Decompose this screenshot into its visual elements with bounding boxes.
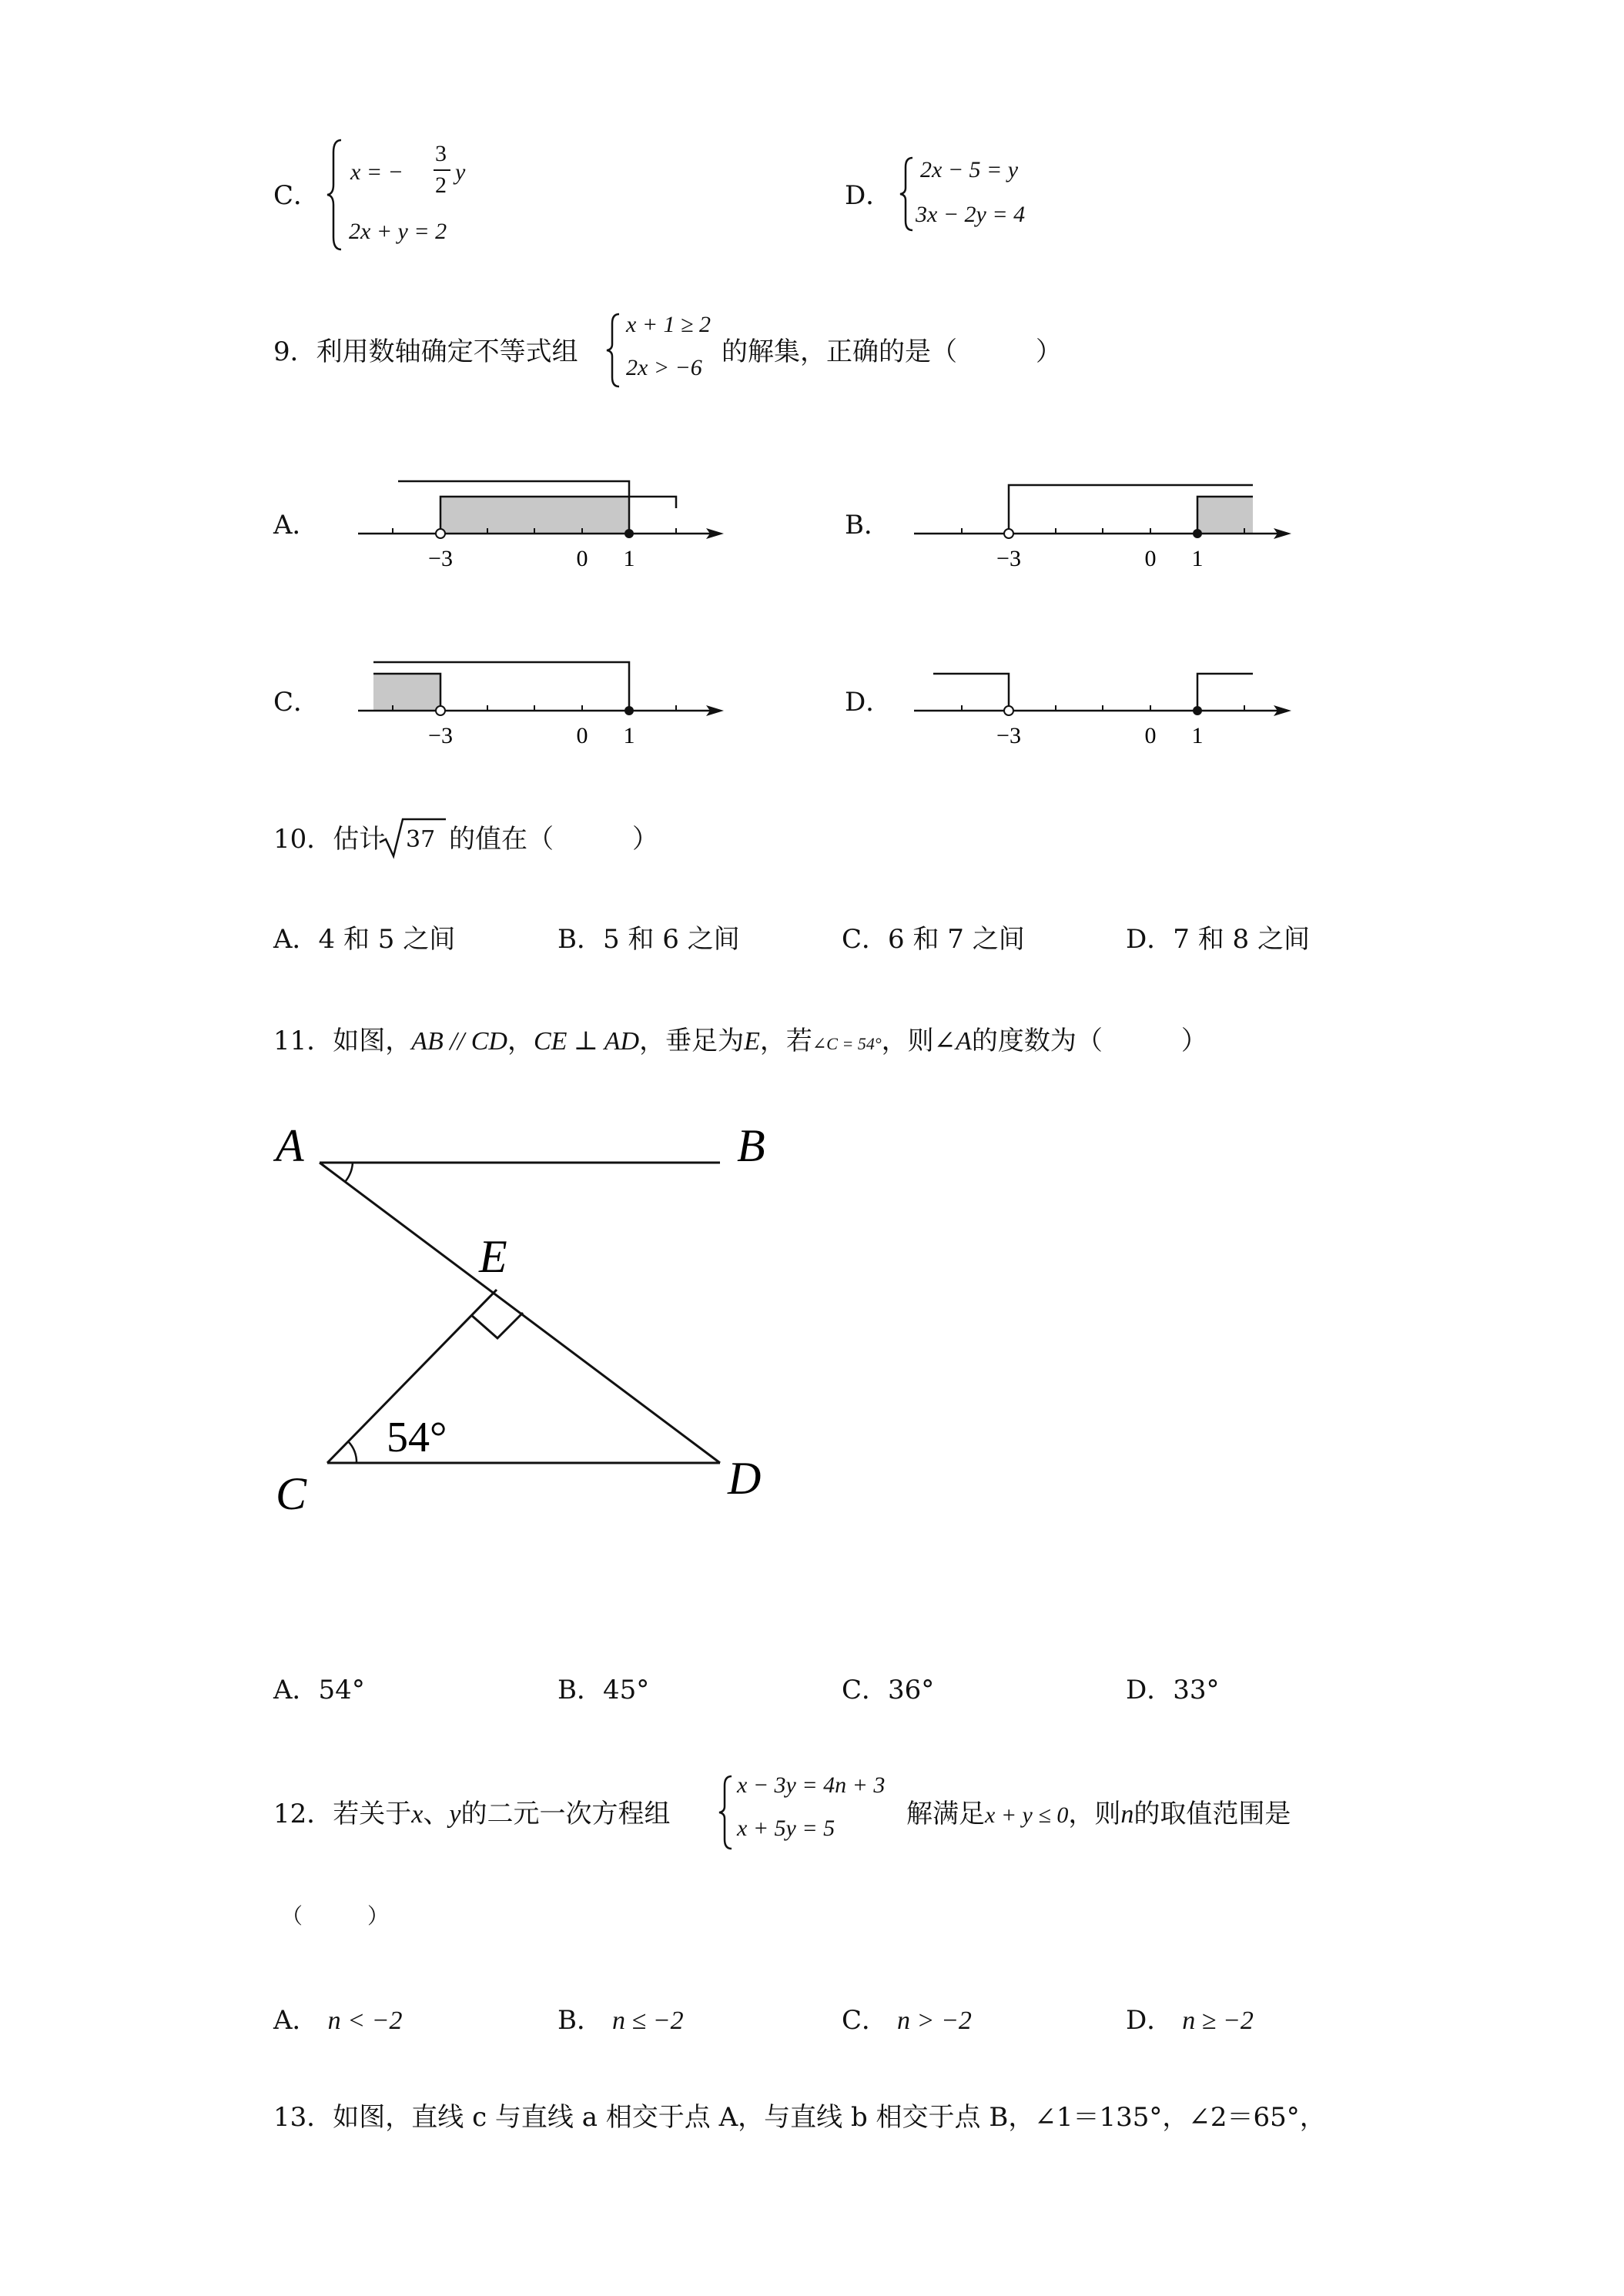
equation-line-2: 2x + y = 2	[349, 219, 447, 244]
tick-label-1: 1	[1191, 723, 1204, 748]
q12-option-a[interactable]: A． n < −2	[273, 2005, 403, 2036]
option-label: B．	[845, 510, 890, 541]
q11-cond-angle: ∠C = 54°	[812, 1034, 882, 1053]
q11-option-d[interactable]: D．33°	[1126, 1675, 1220, 1705]
q12-option-c[interactable]: C． n > −2	[842, 2005, 972, 2036]
q10-prefix: 10．估计	[273, 824, 386, 855]
q11-figure	[262, 1101, 801, 1532]
tick-label-minus-3: −3	[428, 723, 453, 748]
q12-option-b[interactable]: B． n ≤ −2	[558, 2005, 684, 2036]
question-9	[273, 304, 1428, 397]
q10-option-c[interactable]: C．6 和 7 之间	[842, 924, 1025, 955]
q8-option-d[interactable]	[845, 152, 1153, 237]
q9-suffix: 的解集，正确的是（ ）	[722, 336, 1062, 367]
q11-cond-perpendicular: CE ⊥ AD	[533, 1027, 640, 1056]
brace	[606, 312, 621, 389]
tick-label-minus-3: −3	[428, 546, 453, 571]
inequality-2: 2x > −6	[626, 355, 702, 380]
equation-1: x − 3y = 4n + 3	[737, 1772, 886, 1798]
angle-label: 54°	[387, 1414, 447, 1461]
label-d: D	[728, 1453, 762, 1504]
q11-option-a[interactable]: A．54°	[273, 1675, 365, 1705]
q9-option-a[interactable]	[273, 470, 735, 577]
option-label: A．	[273, 510, 319, 541]
tick-label-0: 0	[576, 546, 588, 571]
tick-label-1: 1	[1191, 546, 1204, 571]
q12-option-d[interactable]: D． n ≥ −2	[1126, 2005, 1254, 2036]
number-line	[335, 647, 735, 755]
brace	[899, 156, 916, 233]
tick-label-1: 1	[623, 546, 635, 571]
q11-cond-parallel: AB // CD	[411, 1027, 507, 1056]
label-c: C	[276, 1468, 307, 1519]
tick-label-minus-3: −3	[996, 723, 1021, 748]
brace	[326, 137, 344, 253]
number-line	[902, 647, 1303, 755]
question-13: 13．如图，直线 c 与直线 a 相交于点 A，与直线 b 相交于点 B，∠1＝135°，∠2＝65°，	[273, 2102, 1326, 2133]
label-b: B	[737, 1120, 765, 1171]
inequality-1: x + 1 ≥ 2	[626, 312, 712, 337]
q11-option-b[interactable]: B．45°	[558, 1675, 650, 1705]
question-11: 11．如图，AB // CD，CE ⊥ AD，垂足为E，若∠C = 54°，则∠A的度数为（ ）	[273, 1026, 1207, 1056]
option-label: D．	[845, 687, 892, 718]
q10-option-d[interactable]: D．7 和 8 之间	[1126, 924, 1310, 955]
tick-label-0: 0	[1144, 723, 1157, 748]
equation-line-2: 3x − 2y = 4	[916, 202, 1026, 227]
q9-prefix: 9．利用数轴确定不等式组	[273, 336, 578, 367]
q9-option-d[interactable]	[845, 647, 1307, 755]
tick-label-minus-3: −3	[996, 546, 1021, 571]
question-12: 12．若关于x、y的二元一次方程组 x − 3y = 4n + 3 x + 5y = 5 解满足x + y ≤ 0，则n的取值范围是	[273, 1763, 1475, 1856]
tick-label-0: 0	[1144, 546, 1157, 571]
q10-option-a[interactable]: A．4 和 5 之间	[273, 924, 456, 955]
number-line	[335, 470, 735, 577]
q9-option-b[interactable]	[845, 470, 1307, 577]
tick-label-1: 1	[623, 723, 635, 748]
q10-suffix: 的值在（ ）	[449, 824, 658, 855]
tick-label-0: 0	[576, 723, 588, 748]
number-line	[902, 470, 1303, 577]
question-10	[273, 816, 1043, 862]
q12-condition: x + y ≤ 0	[985, 1802, 1069, 1828]
equation-2: x + 5y = 5	[737, 1816, 835, 1841]
brace	[718, 1774, 734, 1851]
q12-answer-parens: （ ）	[281, 1903, 390, 1929]
option-label: D．	[845, 180, 892, 211]
label-a: A	[276, 1120, 304, 1171]
q11-option-c[interactable]: C．36°	[842, 1675, 935, 1705]
radicand: 37	[406, 826, 436, 853]
option-label: C．	[273, 180, 320, 211]
fraction-denominator: 2	[435, 172, 447, 198]
q8-option-c[interactable]: C． x = − 3 2 y 2x + y = 2	[273, 137, 658, 260]
q11-number: 11．如图，	[273, 1026, 412, 1056]
label-e: E	[479, 1231, 507, 1282]
fraction-numerator: 3	[435, 141, 447, 166]
option-label: C．	[273, 687, 320, 718]
q10-option-b[interactable]: B．5 和 6 之间	[558, 924, 740, 955]
equation-line-1: 2x − 5 = y	[920, 157, 1019, 182]
q9-option-c[interactable]	[273, 647, 735, 755]
